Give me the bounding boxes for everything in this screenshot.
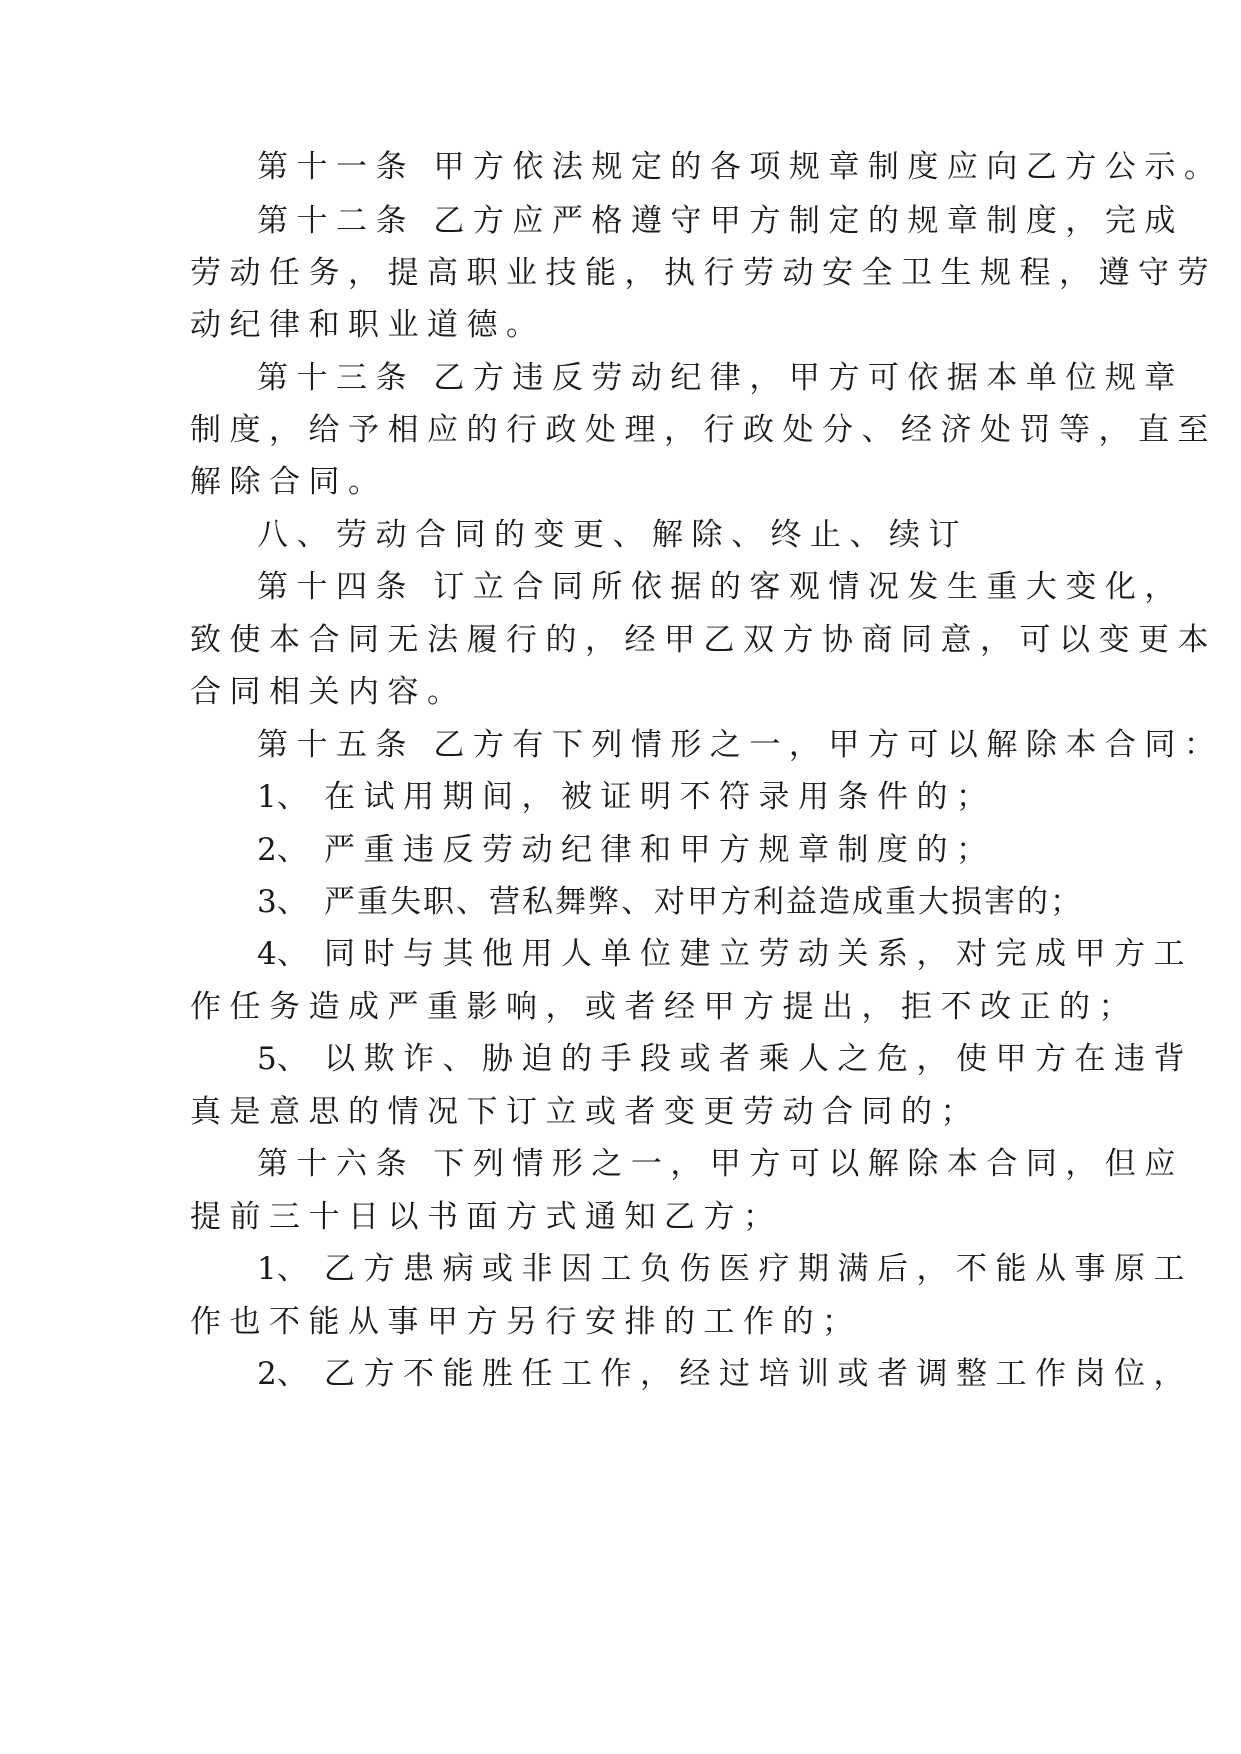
item-number: 5、	[257, 1041, 308, 1077]
section-8-heading: 八、劳动合同的变更、解除、终止、续订	[257, 517, 968, 553]
item-text: 以欺诈、胁迫的手段或者乘人之危，使甲方在违背	[324, 1041, 1193, 1077]
item-text: 在试用期间，被证明不符录用条件的；	[324, 779, 996, 815]
item-number: 3、	[257, 884, 308, 920]
item-text: 严重违反劳动纪律和甲方规章制度的；	[324, 832, 996, 868]
article-16-line-1: 第十六条 下列情形之一，甲方可以解除本合同，但应	[257, 1146, 1184, 1182]
article-12-line-3: 动纪律和职业道德。	[190, 307, 546, 343]
article-15-item-3	[257, 882, 1083, 922]
article-15-item-4-cont: 作任务造成严重影响，或者经甲方提出，拒不改正的；	[190, 989, 1138, 1025]
article-16-item-2	[257, 1354, 1193, 1394]
article-15-item-1	[257, 777, 996, 817]
item-text: 同时与其他用人单位建立劳动关系，对完成甲方工	[324, 936, 1193, 972]
item-text: 乙方患病或非因工负伤医疗期满后，不能从事原工	[324, 1251, 1193, 1287]
item-number: 1、	[257, 1251, 308, 1287]
article-15-item-5-cont: 真是意思的情况下订立或者变更劳动合同的；	[190, 1094, 980, 1130]
item-text: 严重失职、营私舞弊、对甲方利益造成重大损害的；	[324, 884, 1083, 920]
article-15-line-1: 第十五条 乙方有下列情形之一，甲方可以解除本合同：	[257, 727, 1224, 763]
item-number: 2、	[257, 1356, 308, 1392]
article-13-line-1: 第十三条 乙方违反劳动纪律，甲方可依据本单位规章	[257, 360, 1184, 396]
item-number: 4、	[257, 936, 308, 972]
article-13-line-3: 解除合同。	[190, 464, 388, 500]
article-12-line-2: 劳动任务，提高职业技能，执行劳动安全卫生规程，遵守劳	[190, 255, 1217, 291]
article-12-line-1: 第十二条 乙方应严格遵守甲方制定的规章制度，完成	[257, 203, 1184, 239]
article-16-item-1	[257, 1249, 1193, 1289]
article-15-item-5	[257, 1039, 1193, 1079]
article-16-line-2: 提前三十日以书面方式通知乙方；	[190, 1199, 783, 1235]
item-number: 1、	[257, 779, 308, 815]
article-14-line-2: 致使本合同无法履行的，经甲乙双方协商同意，可以变更本	[190, 622, 1217, 658]
article-15-item-2	[257, 830, 996, 870]
article-14-line-1: 第十四条 订立合同所依据的客观情况发生重大变化，	[257, 569, 1184, 605]
article-11-line-1: 第十一条 甲方依法规定的各项规章制度应向乙方公示。	[257, 149, 1224, 185]
article-15-item-4	[257, 934, 1193, 974]
article-13-line-2: 制度，给予相应的行政处理，行政处分、经济处罚等，直至	[190, 412, 1217, 448]
item-text: 乙方不能胜任工作，经过培训或者调整工作岗位，	[324, 1356, 1193, 1392]
article-14-line-3: 合同相关内容。	[190, 674, 467, 710]
item-number: 2、	[257, 832, 308, 868]
article-16-item-1-cont: 作也不能从事甲方另行安排的工作的；	[190, 1304, 862, 1340]
